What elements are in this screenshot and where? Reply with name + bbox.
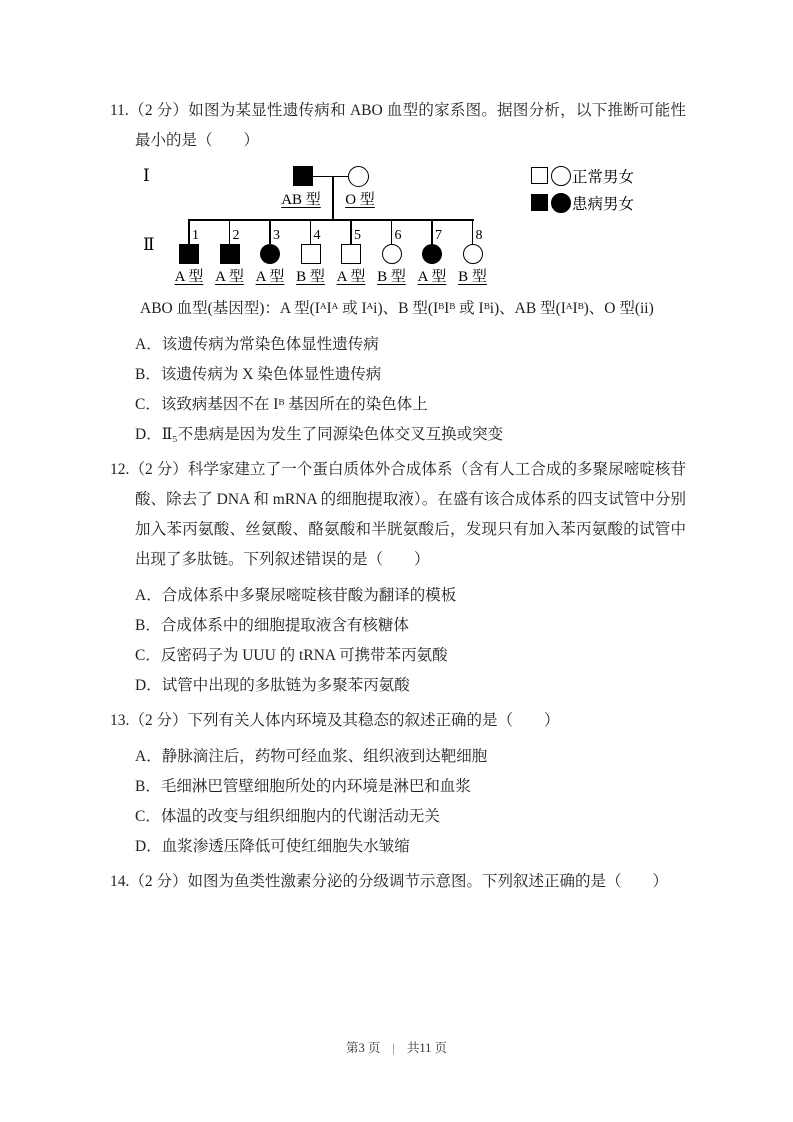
generation-2-label: Ⅱ (143, 235, 155, 254)
father-affected-male-symbol (293, 166, 313, 186)
q13-option-d: D．血浆渗透压降低可使红细胞失水皱缩 (135, 838, 410, 855)
normal-female-symbol (551, 166, 571, 186)
question-13-stem: 13.（2 分）下列有关人体内环境及其稳态的叙述正确的是（ ） (110, 712, 560, 729)
legend-row-affected (531, 192, 634, 213)
question-12-options (110, 581, 686, 701)
child-filled-circle-symbol (260, 244, 280, 264)
q11-option-c: C．该致病基因不在 Iᴮ 基因所在的染色体上 (135, 396, 428, 413)
child-descent-line (229, 219, 231, 244)
q12-option-d: D．试管中出现的多肽链为多聚苯丙氨酸 (135, 677, 410, 694)
legend-affected-label: 患病男女 (572, 195, 635, 213)
q11-option-d: D．Ⅱ₅不患病是因为发生了同源染色体交叉互换或突变 (135, 426, 504, 443)
normal-male-symbol (531, 167, 548, 184)
child-descent-line (350, 219, 352, 244)
child-descent-line (269, 219, 271, 244)
child-number: 2 (232, 228, 240, 243)
child-number: 1 (192, 228, 199, 243)
pedigree-legend (531, 165, 634, 219)
child-number: 8 (475, 228, 483, 243)
child-filled-circle-symbol (422, 244, 442, 264)
child-number: 4 (313, 228, 321, 243)
q12-option-b: B．合成体系中的细胞提取液含有核糖体 (135, 617, 409, 634)
child-descent-line (472, 219, 474, 244)
child-empty-circle-symbol (382, 244, 402, 264)
child-empty-circle-symbol (463, 244, 483, 264)
child-empty-square-symbol (301, 244, 321, 264)
child-blood-type-label: A 型 (255, 269, 285, 285)
q12-option-a: A．合成体系中多聚尿嘧啶核苷酸为翻译的模板 (135, 587, 457, 604)
q13-option-a: A．静脉滴注后，药物可经血浆、组织液到达靶细胞 (135, 748, 488, 765)
child-number: 3 (273, 228, 280, 243)
child-blood-type-label: A 型 (336, 269, 366, 285)
question-14-stem: 14.（2 分）如图为鱼类性激素分泌的分级调节示意图。下列叙述正确的是（ ） (110, 873, 669, 890)
child-blood-type-label: B 型 (296, 269, 325, 285)
child-descent-line (391, 219, 393, 244)
child-blood-type-label: A 型 (417, 269, 447, 285)
footer-separator: | (392, 1041, 395, 1055)
child-number: 7 (435, 228, 442, 243)
q11-option-b: B．该遗传病为 X 染色体显性遗传病 (135, 366, 382, 383)
q13-option-b: B．毛细淋巴管壁细胞所处的内环境是淋巴和血浆 (135, 778, 471, 795)
question-13-options (110, 742, 686, 862)
generation-1-label: Ⅰ (143, 166, 150, 185)
affected-female-symbol (551, 193, 571, 213)
question-12-stem: 12.（2 分）科学家建立了一个蛋白质体外合成体系（含有人工合成的多聚尿嘧啶核苷酸、除去了 DNA 和 mRNA 的细胞提取液）。在盛有该合成体系的四支试管中分别加入苯丙氨酸、丝氨酸、酪氨酸和半胱氨酸后，发现只有加入苯丙氨酸的试管中出现了多肽链。下列叙述错误的是（ ） (110, 461, 686, 568)
mother-normal-female-symbol (348, 166, 369, 187)
page-footer (0, 1038, 793, 1056)
child-filled-square-symbol (179, 244, 199, 264)
child-descent-line (188, 219, 190, 244)
child-blood-type-label: A 型 (215, 269, 244, 285)
legend-row-normal (531, 165, 634, 186)
child-empty-square-symbol (341, 244, 361, 264)
child-blood-type-label: A 型 (174, 269, 204, 285)
question-11-stem: 11.（2 分）如图为某显性遗传病和 ABO 血型的家系图。据图分析，以下推断可能性最小的是（ ） (110, 102, 686, 149)
mother-blood-type-label: O 型 (345, 192, 375, 208)
question-11-options (110, 330, 686, 450)
marriage-line (313, 176, 348, 178)
child-blood-type-label: B 型 (458, 269, 487, 285)
q13-option-c: C．体温的改变与组织细胞内的代谢活动无关 (135, 808, 440, 825)
marriage-descent-line (332, 176, 334, 219)
child-number: 5 (354, 228, 361, 243)
footer-current-page: 第3 页 (345, 1041, 381, 1055)
father-blood-type-label: AB 型 (281, 192, 321, 208)
affected-male-symbol (531, 194, 548, 211)
q11-option-a: A．该遗传病为常染色体显性遗传病 (135, 336, 379, 353)
pedigree-diagram (110, 159, 686, 289)
child-number: 6 (394, 228, 402, 243)
footer-total-pages: 共11 页 (406, 1041, 448, 1055)
abo-genotype-line: ABO 血型(基因型)：A 型(IᴬIᴬ 或 Iᴬi)、B 型(IᴮIᴮ 或 Iᴮi)、AB 型(IᴬIᴮ)、O 型(ii) (140, 300, 654, 317)
child-descent-line (310, 219, 312, 244)
child-blood-type-label: B 型 (377, 269, 406, 285)
q12-option-c: C．反密码子为 UUU 的 tRNA 可携带苯丙氨酸 (135, 647, 448, 664)
child-descent-line (431, 219, 433, 244)
legend-normal-label: 正常男女 (572, 168, 635, 186)
child-filled-square-symbol (220, 244, 240, 264)
